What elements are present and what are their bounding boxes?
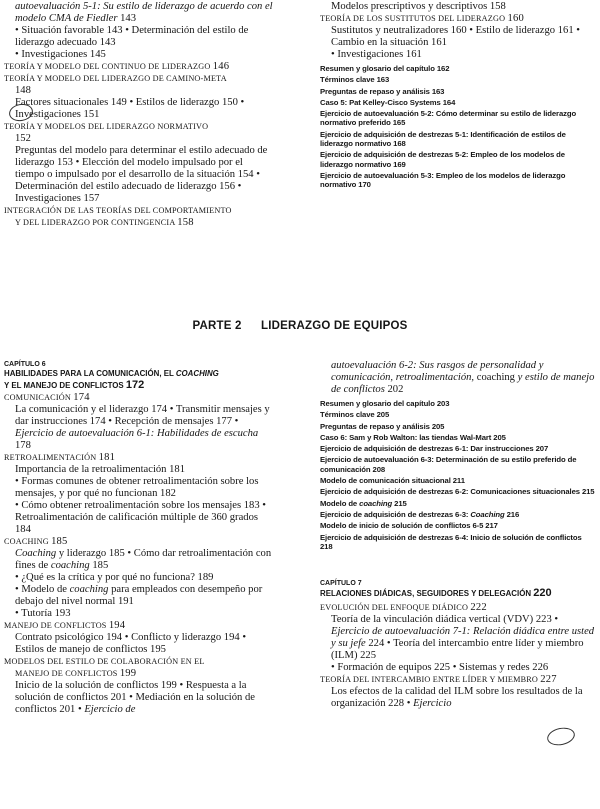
toc-lines — [320, 1, 596, 190]
toc-entry: MANEJO DE CONFLICTOS 194 — [4, 620, 126, 631]
toc-entry: autoevaluación 6-2: Sus rasgos de personalidad y comunicación, retroalimentación, coaching y estilo de manejo de conflictos 202 — [331, 360, 595, 395]
toc-entry: Preguntas de repaso y análisis 163 — [320, 86, 445, 96]
toc-entry: • Tutoría 193 — [15, 608, 71, 619]
toc-entry: TEORÍA DE LOS SUSTITUTOS DEL LIDERAZGO 160 — [320, 13, 524, 24]
toc-entry: • Investigaciones 145 — [15, 49, 106, 60]
toc-entry: Coaching y liderazgo 185 • Cómo dar retroalimentación con fines de coaching 185 — [15, 548, 272, 571]
handwritten-circle-mark — [546, 725, 577, 747]
toc-entry: Preguntas del modelo para determinar el estilo adecuado de liderazgo 153 • Elección del modelo impulsado por el tiempo o impulsado por el desarrollo de la situación 154 • Determinación del estilo adecuado de liderazgo 156 • Investigaciones 157 — [15, 145, 268, 204]
part-number: PARTE 2 — [192, 320, 242, 332]
toc-entry: • Cómo obtener retroalimentación sobre los mensajes 183 • Retroalimentación de calificación múltiple de 360 grados 184 — [15, 500, 267, 535]
toc-entry: Y DEL LIDERAZGO POR CONTINGENCIA 158 — [15, 217, 194, 228]
toc-entry: Ejercicio de autoevaluación 5-2: Cómo determinar su estilo de liderazgo normativo preferido 165 — [320, 109, 577, 128]
toc-entry: Caso 6: Sam y Rob Walton: las tiendas Wal-Mart 205 — [320, 432, 506, 442]
toc-entry: Ejercicio de adquisición de destrezas 5-2: Empleo de los modelos de liderazgo normativo 169 — [320, 150, 565, 169]
toc-entry: MODELOS DEL ESTILO DE COLABORACIÓN EN EL — [4, 657, 205, 666]
toc-entry: TEORÍA Y MODELO DEL LIDERAZGO DE CAMINO-META — [4, 74, 227, 83]
toc-entry: Ejercicio de autoevaluación 6-3: Determinación de su estilo preferido de comunicación 208 — [320, 455, 577, 474]
toc-entry: • Situación favorable 143 • Determinación del estilo de liderazgo adecuado 143 — [15, 25, 249, 48]
toc-entry: MANEJO DE CONFLICTOS 199 — [15, 668, 137, 679]
toc-entry: Modelo de inicio de solución de conflictos 6-5 217 — [320, 521, 498, 531]
chapter-6-title: HABILIDADES PARA LA COMUNICACIÓN, EL COACHING Y EL MANEJO DE CONFLICTOS 172 — [4, 369, 219, 391]
toc-entry: Resumen y glosario del capítulo 162 — [320, 64, 450, 73]
toc-entry: INTEGRACIÓN DE LAS TEORÍAS DEL COMPORTAMIENTO — [4, 206, 232, 215]
toc-entry: TEORÍA Y MODELO DEL CONTINUO DE LIDERAZGO 146 — [4, 61, 230, 72]
left-column-bottom — [4, 360, 274, 716]
toc-entry: Ejercicio de adquisición de destrezas 5-1: Identificación de estilos de liderazgo normativo 168 — [320, 129, 566, 149]
toc-entry: 152 — [15, 133, 31, 144]
toc-entry: Ejercicio de adquisición de destrezas 6-3: Coaching 216 — [320, 509, 520, 519]
toc-entry: Términos clave 163 — [320, 75, 390, 85]
toc-entry: Inicio de la solución de conflictos 199 • Respuesta a la solución de conflictos 201 • Mediación en la solución de conflictos 201 • Ejercicio de — [15, 680, 255, 715]
toc-entry: Contrato psicológico 194 • Conflicto y liderazgo 194 • Estilos de manejo de conflictos 195 — [15, 632, 247, 655]
toc-entry: Modelos prescriptivos y descriptivos 158 — [331, 1, 506, 12]
left-column-top — [4, 1, 274, 229]
toc-entry: COACHING 185 — [4, 536, 68, 547]
toc-entry: Términos clave 205 — [320, 410, 390, 420]
toc-entry: Modelo de comunicación situacional 211 — [320, 476, 465, 486]
toc-entry: TEORÍA Y MODELOS DEL LIDERAZGO NORMATIVO — [4, 122, 209, 131]
toc-entry: Los efectos de la calidad del ILM sobre los resultados de la organización 228 • Ejercicio — [331, 685, 583, 709]
toc-entry: La comunicación y el liderazgo 174 • Transmitir mensajes y dar instrucciones 174 • Recepción de mensajes 177 • Ejercicio de autoevaluación 6-1: Habilidades de escucha 178 — [15, 404, 270, 451]
toc-lines — [4, 392, 274, 716]
toc-entry: • Formación de equipos 225 • Sistemas y redes 226 — [331, 661, 549, 673]
toc-entry: • ¿Qué es la crítica y por qué no funciona? 189 — [15, 572, 214, 583]
toc-entry: Ejercicio de autoevaluación 5-3: Empleo de los modelos de liderazgo normativo 170 — [320, 170, 566, 190]
toc-lines — [4, 1, 274, 229]
toc-entry: Teoría de la vinculación diádica vertical (VDV) 223 • Ejercicio de autoevaluación 7-1: Relación diádica entre usted y su jefe 224 • Teoría del intercambio entre líder y miembro (ILM) 225 — [331, 613, 595, 661]
toc-entry: Resumen y glosario del capítulo 203 — [320, 399, 450, 408]
toc-entry: Preguntas de repaso y análisis 205 — [320, 421, 445, 431]
right-column-bottom — [320, 360, 596, 710]
toc-entry: TEORÍA DEL INTERCAMBIO ENTRE LÍDER Y MIEMBRO 227 — [320, 673, 557, 685]
right-column-top — [320, 1, 596, 192]
part-heading — [0, 320, 600, 332]
toc-entry: EVOLUCIÓN DEL ENFOQUE DIÁDICO 222 — [320, 601, 487, 613]
toc-lines — [320, 360, 596, 551]
chapter-6-tag: CAPÍTULO 6 — [4, 361, 46, 368]
chapter-7-tag: CAPÍTULO 7 — [320, 580, 362, 588]
toc-entry: 148 — [15, 85, 31, 96]
toc-entry: Sustitutos y neutralizadores 160 • Estilo de liderazgo 161 • Cambio en la situación 161 — [331, 25, 580, 48]
toc-entry: Modelo de coaching 215 — [320, 498, 407, 508]
toc-entry: • Modelo de coaching para empleados con desempeño por debajo del nivel normal 191 — [15, 584, 263, 607]
toc-entry: Ejercicio de adquisición de destrezas 6-2: Comunicaciones situacionales 215 — [320, 487, 595, 497]
toc-entry: Caso 5: Pat Kelley-Cisco Systems 164 — [320, 97, 456, 107]
part-title: LIDERAZGO DE EQUIPOS — [261, 320, 408, 332]
toc-entry: RETROALIMENTACIÓN 181 — [4, 452, 116, 463]
toc-entry: • Formas comunes de obtener retroalimentación sobre los mensajes, y por qué no funcionan 182 — [15, 476, 259, 499]
toc-entry: Importancia de la retroalimentación 181 — [15, 464, 186, 475]
chapter-7-title: RELACIONES DIÁDICAS, SEGUIDORES Y DELEGACIÓN 220 — [320, 587, 552, 600]
toc-lines — [320, 602, 596, 710]
toc-entry: autoevaluación 5-1: Su estilo de liderazgo de acuerdo con el modelo CMA de Fiedler 143 — [15, 1, 273, 24]
toc-entry: • Investigaciones 161 — [331, 49, 422, 60]
toc-entry: Ejercicio de adquisición de destrezas 6-4: Inicio de solución de conflictos 218 — [320, 532, 582, 551]
toc-entry: COMUNICACIÓN 174 — [4, 392, 90, 403]
toc-entry: Ejercicio de adquisición de destrezas 6-1: Dar instrucciones 207 — [320, 444, 549, 454]
toc-entry: Factores situacionales 149 • Estilos de liderazgo 150 • Investigaciones 151 — [15, 97, 245, 120]
